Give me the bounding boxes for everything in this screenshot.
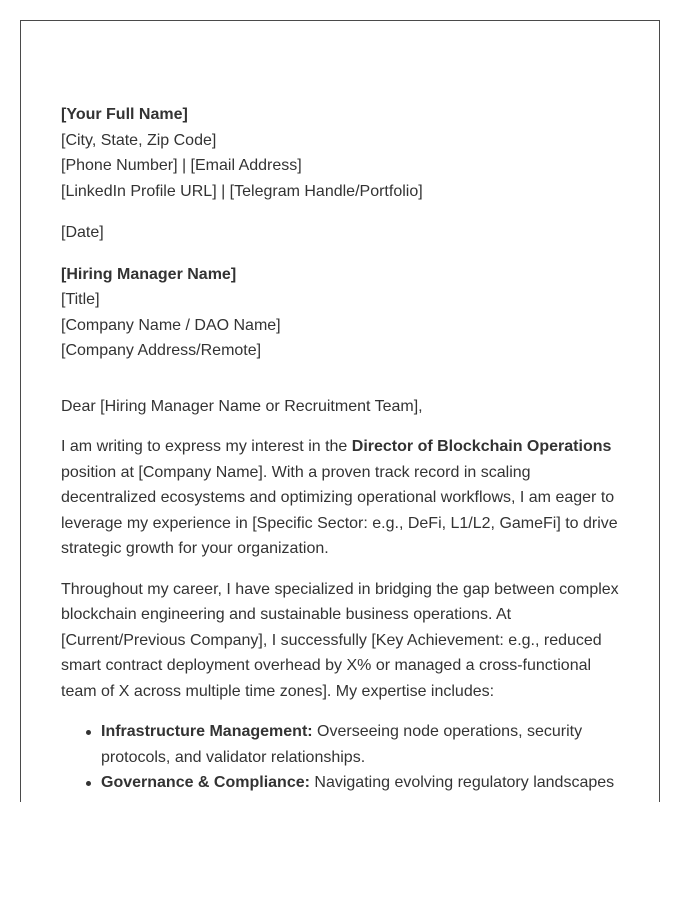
intro-line: [61, 434, 626, 460]
letter-date: [Date]: [61, 224, 104, 241]
sender-block: [61, 102, 626, 204]
list-item-title: Infrastructure Management:: [101, 723, 313, 740]
expertise-list: [61, 719, 626, 796]
sender-city: [City, State, Zip Code]: [61, 131, 217, 149]
sender-name: [Your Full Name]: [61, 106, 188, 123]
list-item: [101, 770, 626, 796]
intro-line: decentralized ecosystems and optimizing operational workflows, I am eager to: [61, 489, 615, 506]
list-item: [101, 719, 626, 770]
letter-content: [61, 102, 626, 796]
intro-lead: I am writing to express my interest in the: [61, 438, 352, 455]
recipient-company: [Company Name / DAO Name]: [61, 316, 281, 334]
date-block: [61, 220, 626, 246]
body-line: [Current/Previous Company], I successfully [Key Achievement: e.g., reduced: [61, 631, 602, 649]
intro-line: position at [Company Name]. With a proven track record in scaling: [61, 463, 531, 481]
bullet-icon: [86, 730, 91, 735]
body-line: team of X across multiple time zones]. My expertise includes:: [61, 682, 495, 700]
intro-line: leverage my experience in [Specific Sector: e.g., DeFi, L1/L2, GameFi] to drive: [61, 514, 618, 532]
body-line: Throughout my career, I have specialized in bridging the gap between complex: [61, 580, 619, 598]
sender-contact: [Phone Number] | [Email Address]: [61, 157, 302, 174]
bullet-icon: [86, 781, 91, 786]
list-item-line: [101, 719, 626, 745]
recipient-title: [Title]: [61, 291, 100, 308]
position-title: Director of Blockchain Operations: [351, 438, 612, 455]
salutation-text: Dear [Hiring Manager Name or Recruitment Team],: [61, 397, 423, 415]
list-item-line: protocols, and validator relationships.: [101, 748, 366, 766]
recipient-name: [Hiring Manager Name]: [61, 265, 237, 283]
recipient-address: [Company Address/Remote]: [61, 342, 262, 359]
intro-paragraph: [61, 434, 626, 562]
list-item-line: [101, 770, 626, 796]
letter-page: [20, 20, 660, 802]
body-line: smart contract deployment overhead by X% or managed a cross-functional: [61, 657, 592, 674]
list-item-title: Governance & Compliance:: [101, 774, 310, 791]
recipient-block: [61, 262, 626, 364]
intro-line: strategic growth for your organization.: [61, 540, 329, 557]
body-paragraph: [61, 577, 626, 705]
body-line: blockchain engineering and sustainable business operations. At: [61, 606, 512, 623]
list-item-text: Navigating evolving regulatory landscapes: [309, 774, 615, 791]
salutation: [61, 394, 626, 420]
list-item-text: Overseeing node operations, security: [312, 723, 583, 740]
sender-links: [LinkedIn Profile URL] | [Telegram Handle/Portfolio]: [61, 182, 423, 200]
